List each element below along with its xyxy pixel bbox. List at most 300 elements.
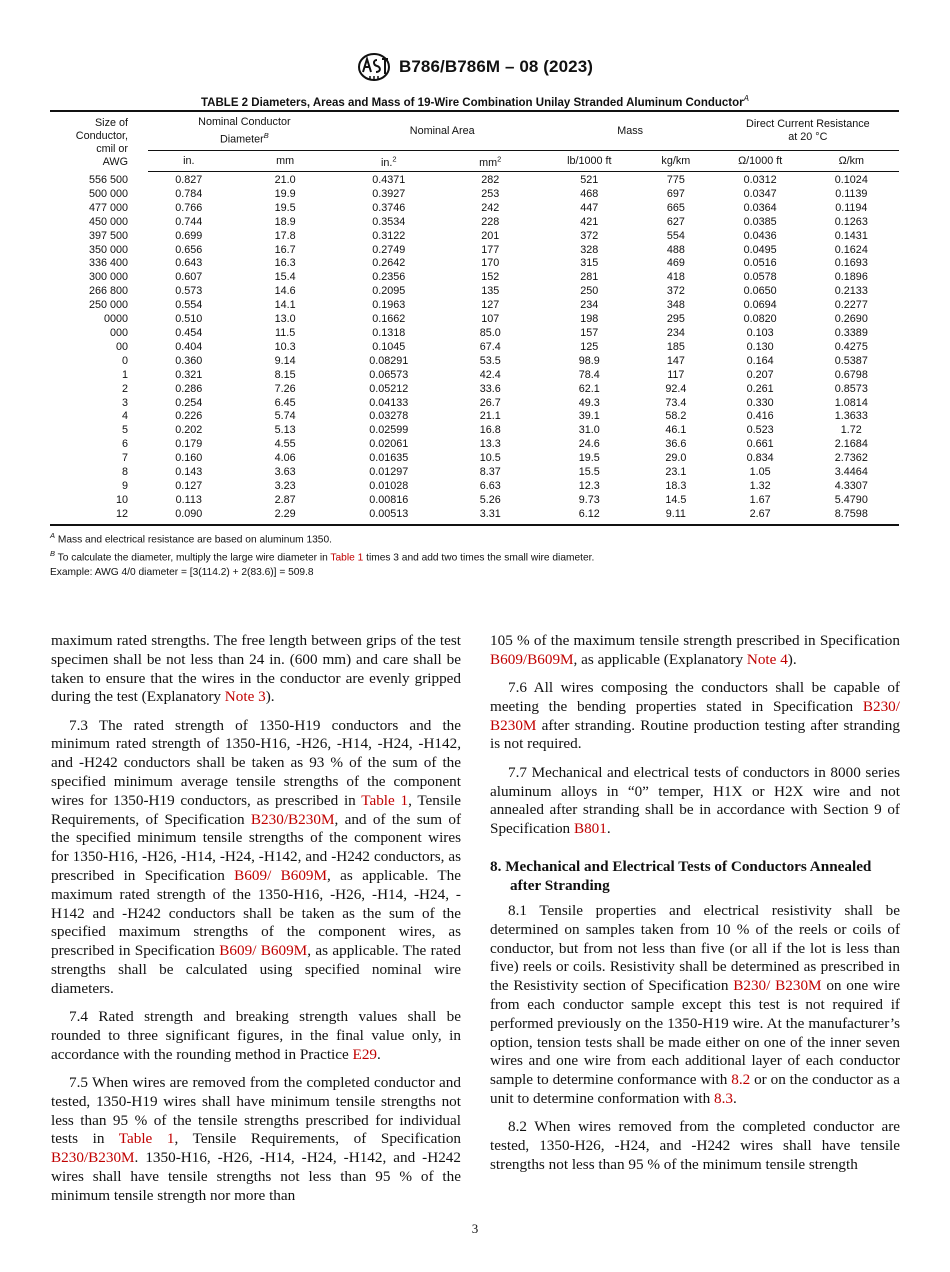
cell-res-ohm-1000ft: 0.0495 bbox=[743, 243, 777, 256]
paragraph-text: , as applicable. The maximum rated strength of the 1350-H16, -H26, -H14, -H24, -H142 and -H242 conductors shall be taken as the sum of the specified maximum strengths of the component wires, as prescribed in Specification bbox=[51, 867, 461, 960]
cell-res-ohm-km: 0.2133 bbox=[834, 285, 868, 298]
cell-diameter-mm: 4.06 bbox=[274, 452, 296, 465]
table-row bbox=[50, 480, 899, 494]
cell-area-mm2: 5.26 bbox=[479, 493, 501, 506]
cell-diameter-mm: 8.15 bbox=[274, 368, 296, 381]
cell-res-ohm-1000ft: 0.834 bbox=[746, 452, 774, 465]
header-mass: Mass bbox=[544, 111, 717, 151]
cell-diameter-mm: 16.3 bbox=[274, 257, 296, 270]
document-id: B786/B786M – 08 (2023) bbox=[398, 57, 594, 76]
cell-area-in2: 0.08291 bbox=[369, 354, 409, 367]
cell-diameter-in: 0.254 bbox=[175, 396, 203, 409]
cell-mass-kg: 697 bbox=[666, 187, 685, 200]
unit-kg-per-km: kg/km bbox=[635, 151, 717, 172]
cell-diameter-mm: 13.0 bbox=[274, 313, 296, 326]
footnote-b: $^B$ To calculate the diameter, multiply the large wire diameter in Table 1 times 3 and add two times the small wire diameter. bbox=[50, 549, 595, 564]
table-title-footnote-mark: A bbox=[743, 94, 749, 103]
cell-size: 556 500 bbox=[88, 173, 128, 186]
cell-res-ohm-1000ft: 0.0347 bbox=[743, 187, 777, 200]
table-row bbox=[50, 327, 899, 341]
table-row bbox=[50, 369, 899, 383]
cell-area-mm2: 107 bbox=[481, 313, 500, 326]
cell-area-mm2: 152 bbox=[481, 271, 500, 284]
cross-reference-link[interactable]: Note 3 bbox=[224, 688, 266, 706]
cell-size: 9 bbox=[121, 479, 128, 492]
cross-reference-link[interactable]: Table 1 bbox=[118, 1130, 175, 1148]
cell-area-mm2: 67.4 bbox=[479, 340, 501, 353]
unit-lb-per-1000ft: lb/1000 ft bbox=[544, 151, 635, 172]
cell-mass-kg: 185 bbox=[666, 340, 685, 353]
cell-area-mm2: 201 bbox=[481, 229, 500, 242]
cell-res-ohm-km: 0.8573 bbox=[834, 382, 868, 395]
cell-size: 350 000 bbox=[88, 243, 128, 256]
table-row bbox=[50, 257, 899, 271]
cell-mass-lb: 421 bbox=[580, 215, 599, 228]
body-column-right bbox=[490, 632, 900, 1184]
cell-diameter-mm: 2.87 bbox=[274, 493, 296, 506]
cell-mass-lb: 49.3 bbox=[578, 396, 600, 409]
table-row bbox=[50, 383, 899, 397]
section-8-heading: 8. Mechanical and Electrical Tests of Conductors Annealed after Stranding bbox=[490, 857, 872, 894]
cell-res-ohm-km: 0.4275 bbox=[834, 340, 868, 353]
cell-area-mm2: 6.63 bbox=[479, 479, 501, 492]
document-header bbox=[0, 52, 950, 87]
table-row bbox=[50, 172, 899, 188]
table-row bbox=[50, 285, 899, 299]
cell-size: 2 bbox=[121, 382, 128, 395]
cell-area-mm2: 85.0 bbox=[479, 326, 501, 339]
cell-area-in2: 0.03278 bbox=[369, 410, 409, 423]
paragraph-text: 105 % of the maximum tensile strength prescribed in Specification bbox=[490, 632, 900, 649]
cell-size: 0000 bbox=[103, 313, 128, 326]
cell-mass-lb: 234 bbox=[580, 299, 599, 312]
cell-mass-lb: 39.1 bbox=[578, 410, 600, 423]
cell-area-in2: 0.3534 bbox=[372, 215, 406, 228]
cell-res-ohm-1000ft: 0.0578 bbox=[743, 271, 777, 284]
cell-diameter-in: 0.127 bbox=[175, 479, 203, 492]
cell-mass-kg: 147 bbox=[666, 354, 685, 367]
cell-mass-kg: 46.1 bbox=[665, 424, 687, 437]
footnote-example: Example: AWG 4/0 diameter = [3(114.2) + 2(83.6)] = 509.8 bbox=[50, 566, 314, 578]
cell-diameter-in: 0.699 bbox=[175, 229, 203, 242]
cell-res-ohm-km: 3.4464 bbox=[834, 466, 868, 479]
paragraph-text: . 1350-H16, -H26, -H14, -H24, -H142, and -H242 wires shall have tensile strengths not less than 95 % of the minimum tensile strength nor more than bbox=[51, 1149, 461, 1204]
cell-res-ohm-km: 5.4790 bbox=[834, 493, 868, 506]
cell-res-ohm-1000ft: 0.130 bbox=[746, 340, 774, 353]
paragraph-text: 7.6 All wires composing the conductors shall be capable of meeting the bending properties stated in Specification bbox=[490, 679, 900, 715]
paragraph-8-1 bbox=[490, 902, 900, 1109]
cell-diameter-in: 0.113 bbox=[175, 493, 202, 506]
cell-mass-lb: 6.12 bbox=[544, 508, 635, 525]
table-row bbox=[50, 466, 899, 480]
cell-diameter-in: 0.827 bbox=[175, 174, 203, 186]
cell-res-ohm-1000ft: 1.32 bbox=[749, 479, 771, 492]
cell-area-mm2: 13.3 bbox=[479, 438, 501, 451]
unit-mm2: $mm^2$ bbox=[437, 151, 544, 172]
table-row bbox=[50, 397, 899, 411]
cell-mass-kg: 295 bbox=[666, 313, 685, 326]
cell-area-mm2: 170 bbox=[481, 257, 500, 270]
cell-diameter-in: 0.643 bbox=[175, 257, 203, 270]
cell-area-in2: 0.1045 bbox=[372, 340, 406, 353]
cell-mass-kg: 554 bbox=[666, 229, 685, 242]
cell-res-ohm-km: 0.1693 bbox=[834, 257, 868, 270]
cell-diameter-mm: 19.9 bbox=[274, 187, 296, 200]
paragraph-text: , Tensile Requirements, of Specification bbox=[174, 1130, 462, 1148]
cell-mass-kg: 29.0 bbox=[665, 452, 687, 465]
paragraph-text: or on the conductor as a unit to determine conformation with bbox=[490, 1071, 900, 1107]
cell-mass-lb: 19.5 bbox=[578, 452, 600, 465]
cell-area-mm2: 21.1 bbox=[479, 410, 501, 423]
table-row bbox=[50, 271, 899, 285]
body-column-left bbox=[51, 632, 461, 1215]
cell-area-in2: 0.3927 bbox=[372, 187, 406, 200]
cell-area-mm2: 10.5 bbox=[479, 452, 501, 465]
cell-diameter-mm: 3.23 bbox=[274, 479, 296, 492]
paragraph-7-3 bbox=[51, 717, 461, 999]
cell-mass-kg: 469 bbox=[666, 257, 685, 270]
cell-mass-lb: 157 bbox=[580, 326, 599, 339]
cell-mass-lb: 447 bbox=[580, 201, 599, 214]
page-number: 3 bbox=[471, 1221, 479, 1236]
cell-res-ohm-1000ft: 1.67 bbox=[749, 493, 771, 506]
cell-area-mm2: 16.8 bbox=[479, 424, 501, 437]
cell-diameter-mm: 11.5 bbox=[275, 326, 296, 339]
cell-mass-lb: 198 bbox=[580, 313, 599, 326]
paragraph-text: 8.1 Tensile properties and electrical resistivity shall be determined on samples taken from 10 % of the reels or coils of conductor, but from not less than five (or all if the lot is less than five) reels or coils. Resistivity shall be determined as prescribed in the Resistivity section of Specification bbox=[490, 901, 900, 995]
cell-res-ohm-km: 1.72 bbox=[840, 424, 862, 437]
cell-area-mm2: 3.31 bbox=[437, 508, 544, 525]
cell-diameter-mm: 2.29 bbox=[230, 508, 341, 525]
cell-diameter-mm: 18.9 bbox=[274, 215, 296, 228]
cell-res-ohm-km: 0.1896 bbox=[834, 271, 868, 284]
cell-res-ohm-km: 8.7598 bbox=[804, 508, 899, 525]
table-row bbox=[50, 424, 899, 438]
cross-reference-link[interactable]: B609/ B609M bbox=[219, 942, 308, 960]
cell-res-ohm-1000ft: 0.0820 bbox=[743, 313, 777, 326]
header-size: Size of Conductor, cmil or AWG bbox=[50, 111, 148, 172]
cell-mass-lb: 12.3 bbox=[578, 479, 600, 492]
table-row bbox=[50, 313, 899, 327]
cell-diameter-in: 0.321 bbox=[175, 368, 203, 381]
cell-res-ohm-1000ft: 0.261 bbox=[746, 382, 774, 395]
paragraph-text: , Tensile Requirements, of Specification bbox=[51, 791, 461, 828]
cell-diameter-in: 0.360 bbox=[175, 354, 203, 367]
cell-area-in2: 0.3122 bbox=[372, 229, 406, 242]
table-footnotes bbox=[50, 529, 594, 580]
cell-res-ohm-1000ft: 0.164 bbox=[746, 354, 774, 367]
cell-area-in2: 0.06573 bbox=[369, 368, 409, 381]
cell-res-ohm-1000ft: 0.103 bbox=[746, 326, 774, 339]
paragraph-text: after stranding. Routine production testing after stranding is not required. bbox=[490, 716, 900, 753]
cross-reference-link[interactable]: B609/ B609M bbox=[234, 867, 328, 885]
cell-diameter-mm: 3.63 bbox=[274, 466, 296, 479]
table-title bbox=[50, 94, 900, 109]
cross-reference-link[interactable]: 8.3 bbox=[713, 1089, 733, 1107]
cell-size: 6 bbox=[121, 438, 128, 451]
cell-area-mm2: 33.6 bbox=[479, 382, 501, 395]
cell-res-ohm-km: 4.3307 bbox=[834, 479, 868, 492]
header-diameter: Nominal Conductor Diameter$^B$ bbox=[148, 111, 341, 151]
cell-diameter-mm: 15.4 bbox=[274, 271, 296, 284]
cell-diameter-in: 0.286 bbox=[175, 382, 203, 395]
cell-res-ohm-km: 1.0814 bbox=[834, 396, 868, 409]
cell-mass-kg: 58.2 bbox=[665, 410, 687, 423]
paragraph-text: 7.5 When wires are removed from the completed conductor and tested, 1350-H19 wires shall have minimum tensile strengths not less than 95 % of the tensile strengths prescribed for individual tests in bbox=[51, 1074, 461, 1148]
cell-mass-kg: 92.4 bbox=[665, 382, 687, 395]
cell-diameter-in: 0.179 bbox=[175, 438, 203, 451]
unit-ohm-per-1000ft: Ω/1000 ft bbox=[717, 151, 804, 172]
table-row bbox=[50, 508, 899, 525]
cell-mass-kg: 627 bbox=[666, 215, 685, 228]
header-area: Nominal Area bbox=[341, 111, 544, 151]
paragraph-7-6 bbox=[490, 679, 900, 754]
cell-res-ohm-km: 0.2277 bbox=[834, 299, 868, 312]
cell-res-ohm-km: 0.1263 bbox=[834, 215, 868, 228]
cell-diameter-in: 0.226 bbox=[175, 410, 203, 423]
paragraph-text: maximum rated strengths. The free length between grips of the test specimen shall be not less than 24 in. (600 mm) and care shall be taken to ensure that the wires in the conductor are evenly gripped during the test (Explanatory bbox=[51, 632, 461, 706]
cell-area-mm2: 253 bbox=[481, 187, 500, 200]
cell-diameter-in: 0.554 bbox=[175, 299, 203, 312]
cross-reference-link[interactable]: 8.2 bbox=[731, 1071, 751, 1089]
table-row bbox=[50, 299, 899, 313]
cell-area-in2: 0.05212 bbox=[369, 382, 409, 395]
cross-reference-link[interactable]: B609/B609M bbox=[490, 650, 574, 668]
cell-size: 10 bbox=[115, 493, 128, 506]
cell-size: 3 bbox=[121, 396, 128, 409]
cell-mass-lb: 521 bbox=[580, 174, 599, 186]
cell-mass-kg: 117 bbox=[667, 368, 685, 381]
cell-area-in2: 0.3746 bbox=[372, 201, 406, 214]
table-row bbox=[50, 355, 899, 369]
cell-res-ohm-km: 0.1139 bbox=[835, 187, 868, 200]
cell-area-in2: 0.1318 bbox=[372, 326, 406, 339]
unit-ohm-per-km: Ω/km bbox=[804, 151, 899, 172]
paragraph-7-7 bbox=[490, 764, 900, 839]
cell-res-ohm-1000ft: 1.05 bbox=[749, 466, 771, 479]
cell-mass-lb: 78.4 bbox=[578, 368, 600, 381]
paragraph-text: . bbox=[606, 820, 611, 838]
cell-area-mm2: 42.4 bbox=[479, 368, 501, 381]
cell-res-ohm-1000ft: 2.67 bbox=[717, 508, 804, 525]
cell-diameter-in: 0.090 bbox=[148, 508, 230, 525]
cell-size: 450 000 bbox=[88, 215, 128, 228]
cell-mass-lb: 98.9 bbox=[578, 354, 600, 367]
cell-mass-lb: 315 bbox=[580, 257, 599, 270]
paragraph-text: , and of the sum of the specified minimum tensile strengths of the component wires for 1350-H16, -H26, -H14, -H24, -H142, and -H242 conductors, as prescribed in Specification bbox=[51, 810, 461, 885]
paragraph-text: ). bbox=[265, 688, 275, 706]
cell-area-in2: 0.4371 bbox=[372, 174, 406, 186]
cell-size: 336 400 bbox=[88, 257, 128, 270]
cell-mass-lb: 328 bbox=[580, 243, 599, 256]
cross-reference-link[interactable]: Note 4 bbox=[746, 650, 788, 668]
cell-area-in2: 0.1963 bbox=[372, 299, 406, 312]
cross-reference-link[interactable]: B230/B230M bbox=[250, 810, 335, 828]
cell-res-ohm-km: 0.1624 bbox=[834, 243, 868, 256]
cell-area-in2: 0.00816 bbox=[369, 493, 409, 506]
cell-mass-kg: 23.1 bbox=[665, 466, 687, 479]
cell-size: 397 500 bbox=[88, 229, 128, 242]
unit-mm: mm bbox=[230, 151, 341, 172]
paragraph-text: . bbox=[732, 1089, 737, 1107]
cell-area-in2: 0.2095 bbox=[372, 285, 406, 298]
cell-area-in2: 0.01028 bbox=[369, 479, 409, 492]
cross-reference-link[interactable]: B230/ B230M bbox=[490, 697, 900, 734]
cell-area-in2: 0.04133 bbox=[369, 396, 409, 409]
table-title-text: TABLE 2 Diameters, Areas and Mass of 19-Wire Combination Unilay Stranded Aluminum Conductor bbox=[201, 96, 744, 109]
cell-mass-lb: 125 bbox=[580, 340, 599, 353]
paragraph-text: , as applicable (Explanatory bbox=[573, 650, 747, 668]
cell-size: 477 000 bbox=[88, 201, 128, 214]
cell-diameter-in: 0.573 bbox=[175, 285, 203, 298]
cell-diameter-mm: 5.13 bbox=[274, 424, 296, 437]
cell-diameter-in: 0.656 bbox=[175, 243, 203, 256]
cell-res-ohm-km: 0.1194 bbox=[835, 201, 868, 214]
cell-diameter-in: 0.744 bbox=[175, 215, 203, 228]
cell-res-ohm-1000ft: 0.416 bbox=[746, 410, 774, 423]
cell-mass-kg: 9.11 bbox=[635, 508, 717, 525]
footnote-a: $^A$ Mass and electrical resistance are based on aluminum 1350. bbox=[50, 531, 332, 546]
cell-mass-lb: 31.0 bbox=[578, 424, 600, 437]
paragraph-text: 8.2 When wires removed from the completed conductor are tested, 1350-H26, -H24, and -H242 wires shall have tensile strengths not less than 95 % of the minimum tensile strength bbox=[490, 1118, 900, 1173]
link-table-1[interactable]: Table 1 bbox=[330, 552, 364, 564]
cell-area-in2: 0.01635 bbox=[369, 452, 409, 465]
cell-diameter-in: 0.784 bbox=[175, 187, 203, 200]
cell-area-mm2: 53.5 bbox=[479, 354, 501, 367]
cross-reference-link[interactable]: B230/ B230M bbox=[733, 977, 822, 995]
cell-res-ohm-1000ft: 0.0385 bbox=[743, 215, 777, 228]
cross-reference-link[interactable]: E29 bbox=[352, 1045, 378, 1063]
header-resistance: Direct Current Resistance at 20 °C bbox=[717, 111, 899, 151]
cell-res-ohm-km: 0.1431 bbox=[834, 229, 868, 242]
cell-diameter-mm: 14.1 bbox=[274, 299, 296, 312]
table-row bbox=[50, 410, 899, 424]
cell-area-mm2: 135 bbox=[481, 285, 500, 298]
cell-size: 0 bbox=[121, 354, 128, 367]
cell-size: 250 000 bbox=[88, 299, 128, 312]
cell-mass-kg: 418 bbox=[666, 271, 685, 284]
table-row bbox=[50, 452, 899, 466]
cross-reference-link[interactable]: B801 bbox=[573, 820, 607, 838]
table-row bbox=[50, 494, 899, 508]
cell-area-in2: 0.01297 bbox=[369, 466, 409, 479]
cross-reference-link[interactable]: B230/B230M bbox=[51, 1149, 135, 1167]
cell-size: 8 bbox=[121, 466, 128, 479]
cell-area-mm2: 177 bbox=[481, 243, 500, 256]
cell-size: 12 bbox=[50, 508, 148, 525]
cell-mass-kg: 234 bbox=[666, 326, 685, 339]
cell-area-mm2: 242 bbox=[481, 201, 500, 214]
cell-diameter-in: 0.160 bbox=[175, 452, 203, 465]
cell-area-in2: 0.00513 bbox=[341, 508, 437, 525]
cell-diameter-in: 0.454 bbox=[175, 326, 203, 339]
cell-res-ohm-km: 0.6798 bbox=[834, 368, 868, 381]
paragraph-text: 7.3 The rated strength of 1350-H19 conductors and the minimum rated strength of 1350-H16, -H26, -H14, -H24, -H142, and -H242 conductors shall be taken as 93 % of the sum of the specified minimum average tensile strengths of the component wires for 1350-H19 conductors, as prescribed in bbox=[51, 716, 461, 809]
paragraph-text: on one wire from each conductor sample except this test is not required if performed previously on the 1350-H19 wire. At the manufacturer’s option, tension tests shall be made either on one of the inner seven wires and one wire from each additional layer of each conductor sample to determine conformance with bbox=[490, 977, 900, 1089]
cell-res-ohm-km: 0.3389 bbox=[834, 326, 868, 339]
cell-diameter-mm: 6.45 bbox=[274, 396, 296, 409]
cell-area-in2: 0.2356 bbox=[372, 271, 406, 284]
cell-size: 500 000 bbox=[88, 187, 128, 200]
paragraph-text: 7.4 Rated strength and breaking strength values shall be rounded to three significant figures, in the final value only, in accordance with the rounding method in Practice bbox=[51, 1008, 461, 1063]
cell-res-ohm-km: 1.3633 bbox=[834, 410, 868, 423]
cross-reference-link[interactable]: Table 1 bbox=[361, 791, 409, 809]
cell-res-ohm-1000ft: 0.0650 bbox=[743, 285, 777, 298]
cell-mass-kg: 14.5 bbox=[665, 493, 687, 506]
table-row bbox=[50, 244, 899, 258]
cell-res-ohm-1000ft: 0.207 bbox=[746, 368, 774, 381]
cell-diameter-in: 0.510 bbox=[175, 313, 203, 326]
cell-mass-kg: 18.3 bbox=[665, 479, 687, 492]
cell-diameter-in: 0.202 bbox=[175, 424, 203, 437]
cell-area-mm2: 8.37 bbox=[479, 466, 501, 479]
cell-res-ohm-1000ft: 0.0436 bbox=[743, 229, 777, 242]
cell-res-ohm-km: 2.7362 bbox=[834, 452, 868, 465]
cell-area-mm2: 228 bbox=[481, 215, 500, 228]
cell-diameter-mm: 19.5 bbox=[274, 201, 296, 214]
cell-diameter-mm: 5.74 bbox=[274, 410, 296, 423]
cell-diameter-mm: 16.7 bbox=[274, 243, 296, 256]
cell-area-in2: 0.02599 bbox=[369, 424, 409, 437]
cell-res-ohm-1000ft: 0.0694 bbox=[743, 299, 777, 312]
paragraph-text: 7.7 Mechanical and electrical tests of conductors in 8000 series aluminum alloys in “0” temper, H1X or H2X wire and not annealed after stranding shall be in accordance with Section 9 of Specification bbox=[490, 763, 900, 838]
cell-res-ohm-1000ft: 0.661 bbox=[746, 438, 774, 451]
cell-mass-lb: 15.5 bbox=[578, 466, 600, 479]
cell-diameter-mm: 9.14 bbox=[274, 354, 296, 367]
cell-mass-lb: 250 bbox=[580, 285, 599, 298]
cell-res-ohm-1000ft: 0.330 bbox=[746, 396, 774, 409]
cell-size: 300 000 bbox=[88, 271, 128, 284]
cell-size: 000 bbox=[109, 326, 128, 339]
cell-diameter-mm: 4.55 bbox=[274, 438, 296, 451]
table-row bbox=[50, 341, 899, 355]
cell-diameter-mm: 7.26 bbox=[274, 382, 296, 395]
table-row bbox=[50, 188, 899, 202]
cell-mass-kg: 73.4 bbox=[665, 396, 687, 409]
cell-diameter-in: 0.143 bbox=[175, 466, 203, 479]
cell-mass-lb: 372 bbox=[580, 229, 599, 242]
cell-size: 00 bbox=[115, 340, 128, 353]
cell-area-in2: 0.2749 bbox=[372, 243, 406, 256]
cell-mass-kg: 372 bbox=[666, 285, 685, 298]
cell-mass-kg: 348 bbox=[666, 299, 685, 312]
cell-res-ohm-km: 0.1024 bbox=[834, 174, 868, 186]
unit-in2: in.$^2$ bbox=[341, 151, 437, 172]
cell-res-ohm-km: 2.1684 bbox=[834, 438, 868, 451]
paragraph-7-5-continued bbox=[490, 632, 900, 670]
cell-area-mm2: 127 bbox=[481, 299, 500, 312]
cell-res-ohm-1000ft: 0.0312 bbox=[743, 174, 777, 186]
cell-size: 1 bbox=[121, 368, 128, 381]
data-table bbox=[50, 110, 899, 526]
cell-mass-kg: 775 bbox=[666, 174, 685, 186]
cell-mass-kg: 488 bbox=[666, 243, 685, 256]
cell-res-ohm-1000ft: 0.523 bbox=[746, 424, 774, 437]
cell-diameter-mm: 17.8 bbox=[274, 229, 296, 242]
cell-size: 5 bbox=[121, 424, 128, 437]
cell-mass-kg: 36.6 bbox=[665, 438, 687, 451]
paragraph-7-5 bbox=[51, 1074, 461, 1206]
cell-diameter-in: 0.766 bbox=[175, 201, 203, 214]
cell-size: 266 800 bbox=[88, 285, 128, 298]
cell-size: 4 bbox=[121, 410, 128, 423]
cell-res-ohm-1000ft: 0.0364 bbox=[743, 201, 777, 214]
cell-diameter-mm: 10.3 bbox=[274, 340, 296, 353]
paragraph-7-4 bbox=[51, 1008, 461, 1064]
cell-mass-lb: 24.6 bbox=[578, 438, 600, 451]
cell-area-in2: 0.2642 bbox=[372, 257, 406, 270]
paragraph-text: . bbox=[377, 1045, 381, 1063]
